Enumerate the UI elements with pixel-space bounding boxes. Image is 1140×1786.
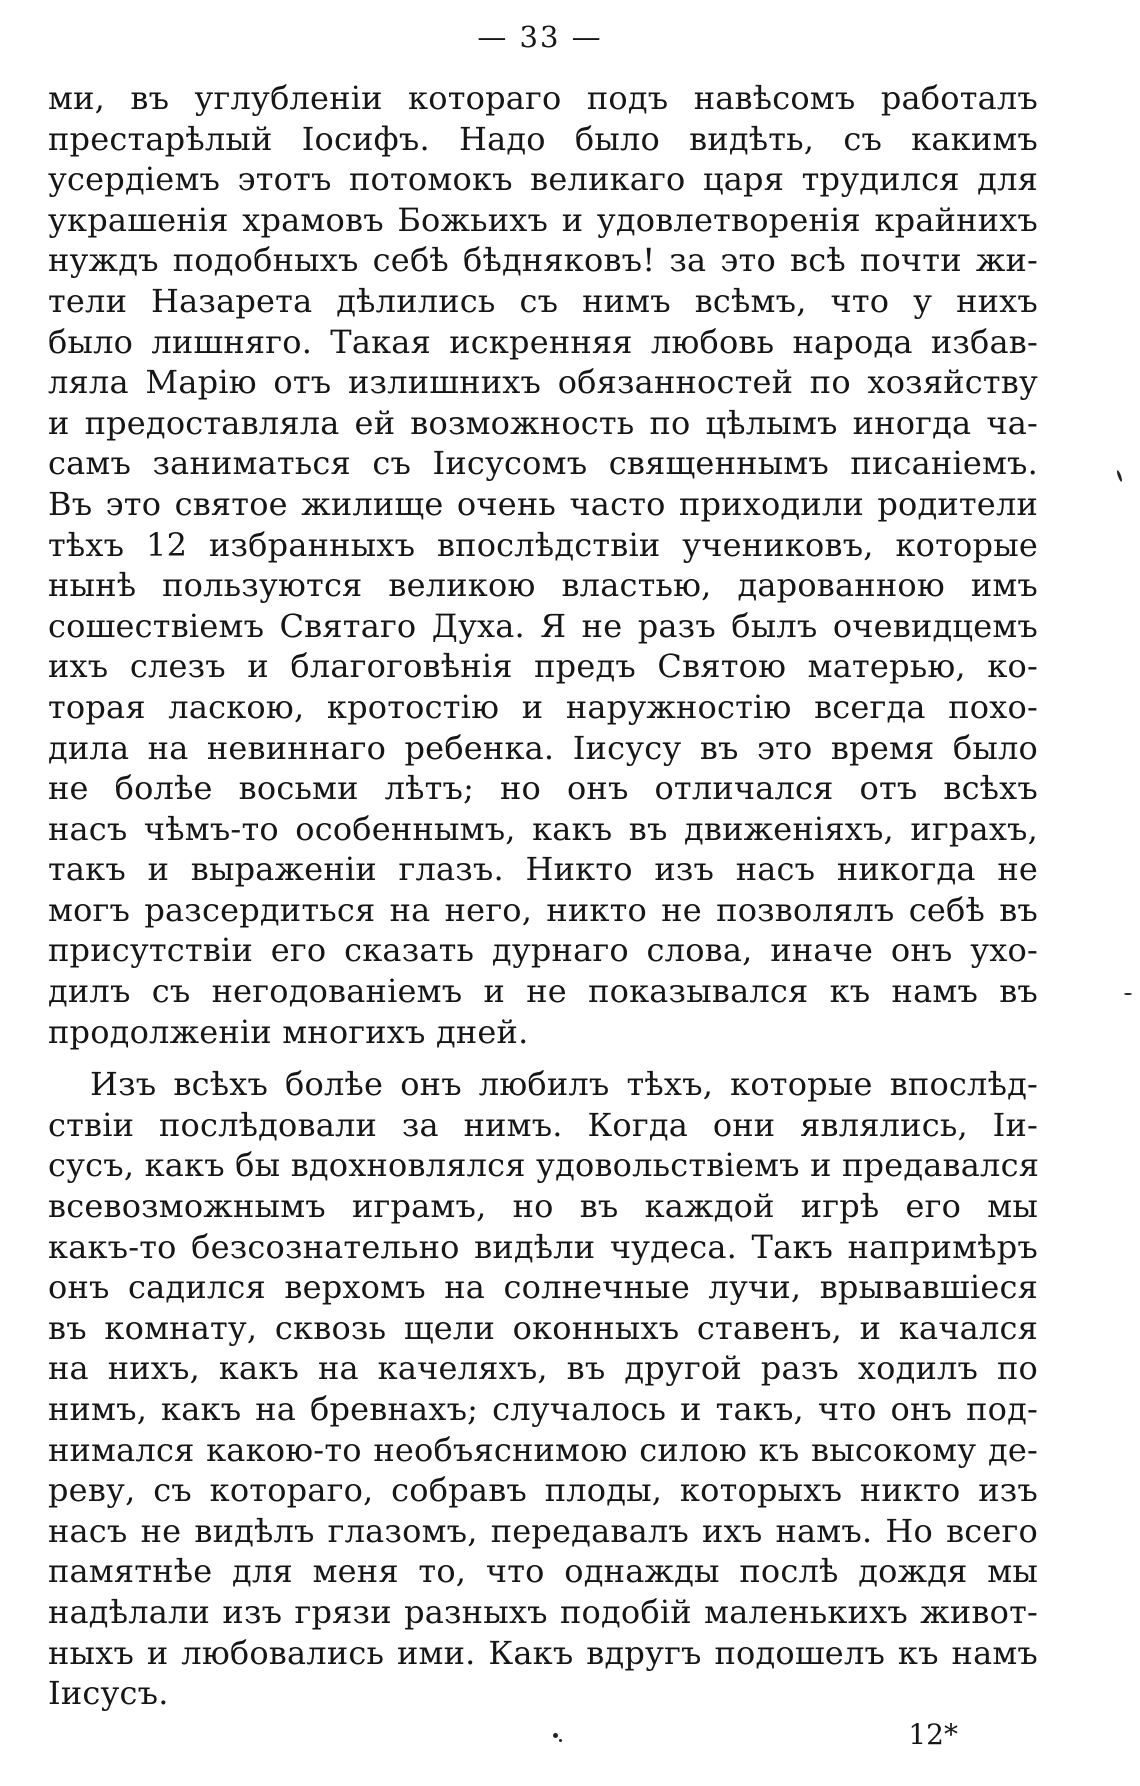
text-line: такъ и выраженіи глазъ. Никто изъ насъ никогда не: [48, 850, 1038, 889]
text-line: насъ не видѣлъ глазомъ, передавалъ ихъ намъ. Но всего: [48, 1511, 1038, 1550]
text-line: усердіемъ этотъ потомокъ великаго царя трудился для: [48, 160, 1038, 199]
text-line: нынѣ пользуются великою властью, дарованною имъ: [48, 566, 1038, 605]
signature-mark: 12*: [908, 1718, 958, 1751]
body-text: [48, 78, 1038, 1714]
text-line: ствіи послѣдовали за нимъ. Когда они являлись, Іи-: [48, 1105, 1038, 1144]
text-line: украшенія храмовъ Божьихъ и удовлетворенія крайнихъ: [48, 200, 1038, 239]
text-line: всевозможнымъ играмъ, но въ каждой игрѣ его мы: [48, 1187, 1038, 1226]
text-line: нуждъ подобныхъ себѣ бѣдняковъ! за это всѣ почти жи-: [48, 241, 1038, 280]
paragraph-2: [48, 1064, 1038, 1714]
text-line: тѣхъ 12 избранныхъ впослѣдствіи учениковъ, которые: [48, 525, 1038, 564]
text-line: могъ разсердиться на него, никто не позволялъ себѣ въ: [48, 890, 1038, 929]
text-line: реву, съ котораго, собравъ плоды, которыхъ никто изъ: [48, 1471, 1038, 1510]
text-line: сошествіемъ Святаго Духа. Я не разъ былъ очевидцемъ: [48, 606, 1038, 645]
text-line: продолженіи многихъ дней.: [48, 1012, 529, 1051]
text-line: ми, въ углубленіи котораго подъ навѣсомъ работалъ: [48, 79, 1038, 117]
scan-speck: [1124, 993, 1132, 995]
text-line: какъ-то безсознательно видѣли чудеса. Такъ напримѣръ: [48, 1227, 1038, 1266]
text-line: присутствіи его сказать дурнаго слова, иначе онъ ухо-: [48, 931, 1038, 970]
text-line: Іисусъ.: [48, 1674, 169, 1713]
text-line: на нихъ, какъ на качеляхъ, въ другой разъ ходилъ по: [48, 1349, 1038, 1388]
text-line: дила на невиннаго ребенка. Іисусу въ это время было: [48, 728, 1038, 767]
text-line: тели Назарета дѣлились съ нимъ всѣмъ, что у нихъ: [48, 281, 1038, 320]
text-line: и предоставляла ей возможность по цѣлымъ иногда ча-: [48, 403, 1038, 442]
text-line: торая ласкою, кротостію и наружностію всегда похо-: [48, 687, 1038, 726]
text-line: въ комнату, сквозь щели оконныхъ ставенъ, и качался: [48, 1308, 1038, 1347]
text-line: не болѣе восьми лѣтъ; но онъ отличался отъ всѣхъ: [48, 769, 1038, 808]
text-line: нимался какою-то необъяснимою силою къ высокому де-: [48, 1430, 1038, 1469]
text-line: ихъ слезъ и благоговѣнія предъ Святою матерью, ко-: [48, 647, 1038, 686]
text-line: дилъ съ негодованіемъ и не показывался къ намъ въ: [48, 972, 1038, 1011]
text-line: Въ это святое жилище очень часто приходили родители: [48, 484, 1038, 523]
text-line: надѣлали изъ грязи разныхъ подобій маленькихъ живот-: [48, 1592, 1038, 1631]
paragraph-1: [48, 78, 1038, 1052]
text-line: самъ заниматься съ Іисусомъ священнымъ писаніемъ.: [48, 444, 1038, 483]
text-line: насъ чѣмъ-то особеннымъ, какъ въ движеніяхъ, играхъ,: [48, 809, 1038, 848]
text-line: было лишняго. Такая искренняя любовь народа избав-: [48, 322, 1038, 361]
text-line: Изъ всѣхъ болѣе онъ любилъ тѣхъ, которые впослѣд-: [90, 1065, 1038, 1104]
text-line: сусъ, какъ бы вдохновлялся удовольствіемъ и предавался: [48, 1146, 1040, 1185]
text-line: нимъ, какъ на бревнахъ; случалось и такъ, что онъ под-: [48, 1390, 1038, 1428]
paragraph-gap: [48, 1052, 1038, 1064]
text-line: ныхъ и любовались ими. Какъ вдругъ подошелъ къ намъ: [48, 1633, 1038, 1672]
page-number: — 33 —: [477, 20, 603, 54]
scan-speck: [1116, 470, 1123, 482]
scan-speck: [559, 1739, 562, 1742]
text-line: ляла Марію отъ излишнихъ обязанностей по хозяйству: [48, 363, 1038, 402]
text-line: памятнѣе для меня то, что однажды послѣ дождя мы: [48, 1552, 1038, 1591]
text-line: онъ садился верхомъ на солнечные лучи, врывавшіеся: [48, 1268, 1038, 1307]
text-line: престарѣлый Іосифъ. Надо было видѣть, съ какимъ: [48, 119, 1038, 158]
scan-speck: [553, 1733, 558, 1738]
